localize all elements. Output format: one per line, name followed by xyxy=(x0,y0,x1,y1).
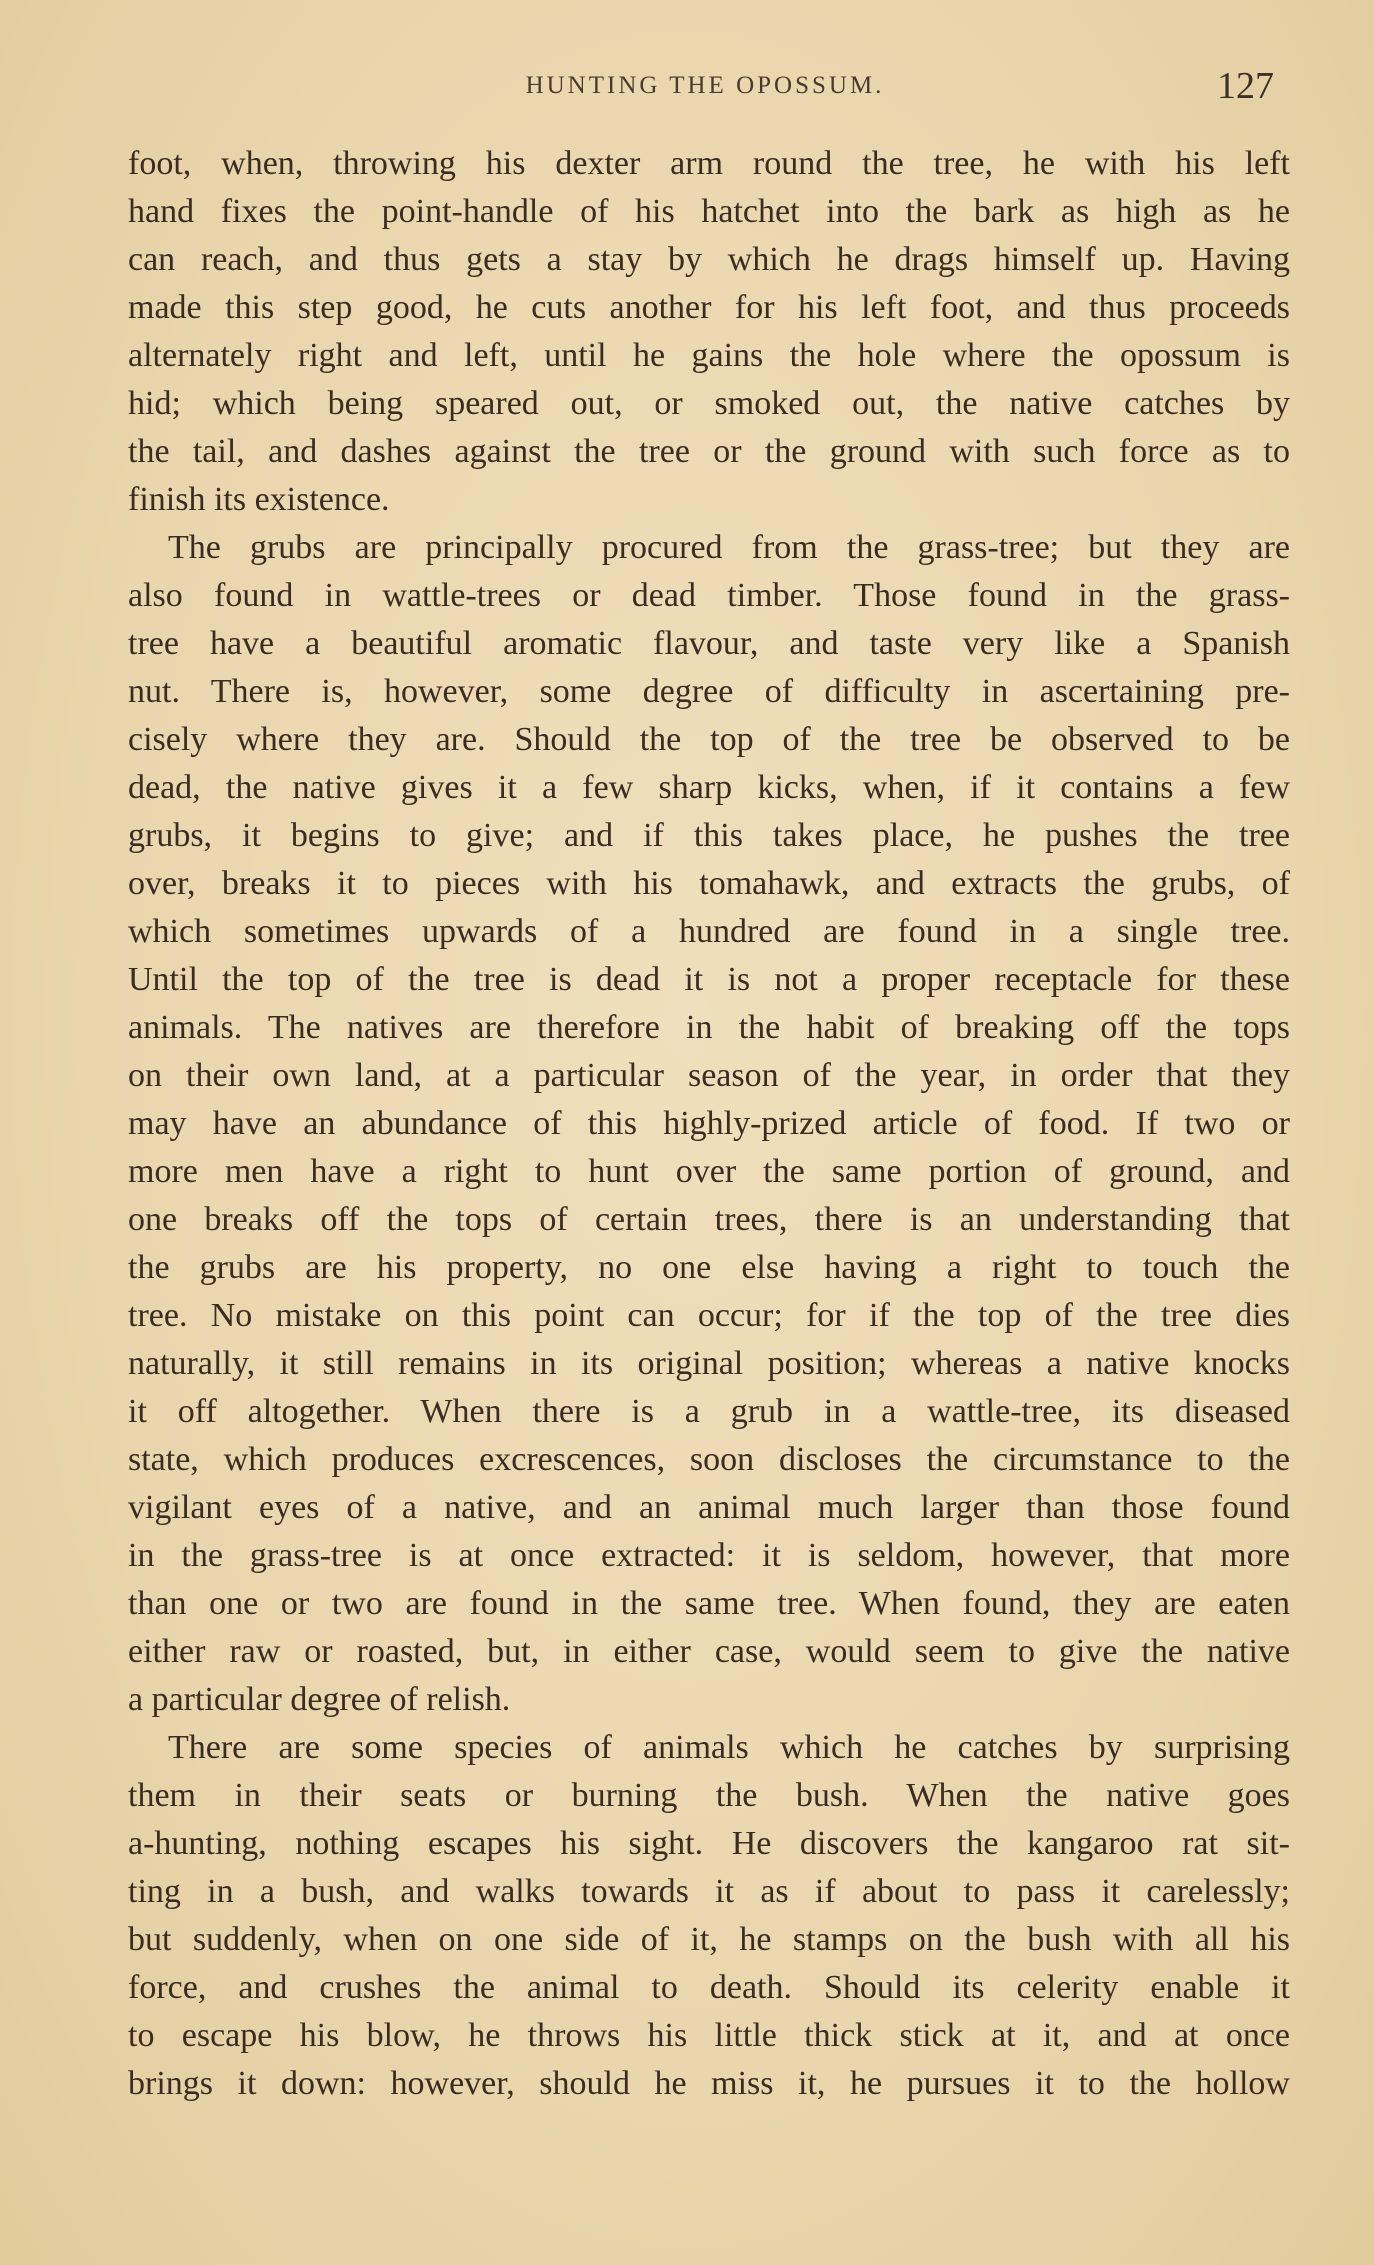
paragraph xyxy=(128,1724,1290,2108)
text-line: than one or two are found in the same tree. When found, they are eaten xyxy=(128,1585,1290,1622)
text-line: state, which produces excrescences, soon discloses the circumstance to the xyxy=(128,1441,1290,1478)
text-line: made this step good, he cuts another for his left foot, and thus proceeds xyxy=(128,289,1290,326)
text-line: in the grass-tree is at once extracted: it is seldom, however, that more xyxy=(128,1537,1290,1574)
text-line: the tail, and dashes against the tree or the ground with such force as to xyxy=(128,433,1290,470)
text-line: a-hunting, nothing escapes his sight. He discovers the kangaroo rat sit- xyxy=(128,1825,1290,1862)
text-line: hand fixes the point-handle of his hatchet into the bark as high as he xyxy=(128,193,1290,230)
body-text xyxy=(128,140,1290,2108)
running-head xyxy=(128,64,1282,112)
text-line: foot, when, throwing his dexter arm round the tree, he with his left xyxy=(128,145,1290,182)
text-line: on their own land, at a particular season of the year, in order that they xyxy=(128,1057,1290,1094)
text-line: vigilant eyes of a native, and an animal much larger than those found xyxy=(128,1489,1290,1526)
text-line: cisely where they are. Should the top of the tree be observed to be xyxy=(128,721,1290,758)
text-line: which sometimes upwards of a hundred are found in a single tree. xyxy=(128,913,1290,950)
text-line: to escape his blow, he throws his little thick stick at it, and at once xyxy=(128,2017,1290,2054)
text-line: tree have a beautiful aromatic flavour, and taste very like a Spanish xyxy=(128,625,1290,662)
text-line: also found in wattle-trees or dead timber. Those found in the grass- xyxy=(128,577,1290,614)
text-line: it off altogether. When there is a grub in a wattle-tree, its diseased xyxy=(128,1393,1290,1430)
text-line: can reach, and thus gets a stay by which he drags himself up. Having xyxy=(128,241,1290,278)
text-line: hid; which being speared out, or smoked out, the native catches by xyxy=(128,385,1290,422)
text-line: animals. The natives are therefore in the habit of breaking off the tops xyxy=(128,1009,1290,1046)
text-line: one breaks off the tops of certain trees, there is an understanding that xyxy=(128,1201,1290,1238)
text-line: There are some species of animals which he catches by surprising xyxy=(168,1729,1290,1766)
paragraph xyxy=(128,524,1290,1724)
text-line: may have an abundance of this highly-prized article of food. If two or xyxy=(128,1105,1290,1142)
page-number: 127 xyxy=(1217,65,1274,107)
text-line: them in their seats or burning the bush. When the native goes xyxy=(128,1777,1290,1814)
text-line: brings it down: however, should he miss it, he pursues it to the hollow xyxy=(128,2065,1290,2102)
text-line: The grubs are principally procured from the grass-tree; but they are xyxy=(168,529,1290,566)
text-line: but suddenly, when on one side of it, he stamps on the bush with all his xyxy=(128,1921,1290,1958)
text-line: more men have a right to hunt over the same portion of ground, and xyxy=(128,1153,1290,1190)
text-line: Until the top of the tree is dead it is not a proper receptacle for these xyxy=(128,961,1290,998)
text-line: force, and crushes the animal to death. Should its celerity enable it xyxy=(128,1969,1290,2006)
running-title: HUNTING THE OPOSSUM. xyxy=(525,72,885,99)
text-line: either raw or roasted, but, in either case, would seem to give the native xyxy=(128,1633,1290,1670)
text-line: the grubs are his property, no one else having a right to touch the xyxy=(128,1249,1290,1286)
text-line: grubs, it begins to give; and if this takes place, he pushes the tree xyxy=(128,817,1290,854)
text-line: nut. There is, however, some degree of difficulty in ascertaining pre- xyxy=(128,673,1290,710)
text-line: tree. No mistake on this point can occur; for if the top of the tree dies xyxy=(128,1297,1290,1334)
text-line: naturally, it still remains in its original position; whereas a native knocks xyxy=(128,1345,1290,1382)
paragraph xyxy=(128,140,1290,524)
text-line: ting in a bush, and walks towards it as if about to pass it carelessly; xyxy=(128,1873,1290,1910)
text-line: a particular degree of relish. xyxy=(128,1681,511,1718)
text-line: over, breaks it to pieces with his tomahawk, and extracts the grubs, of xyxy=(128,865,1290,902)
text-line: dead, the native gives it a few sharp kicks, when, if it contains a few xyxy=(128,769,1290,806)
text-line: finish its existence. xyxy=(128,481,390,518)
text-line: alternately right and left, until he gains the hole where the opossum is xyxy=(128,337,1290,374)
